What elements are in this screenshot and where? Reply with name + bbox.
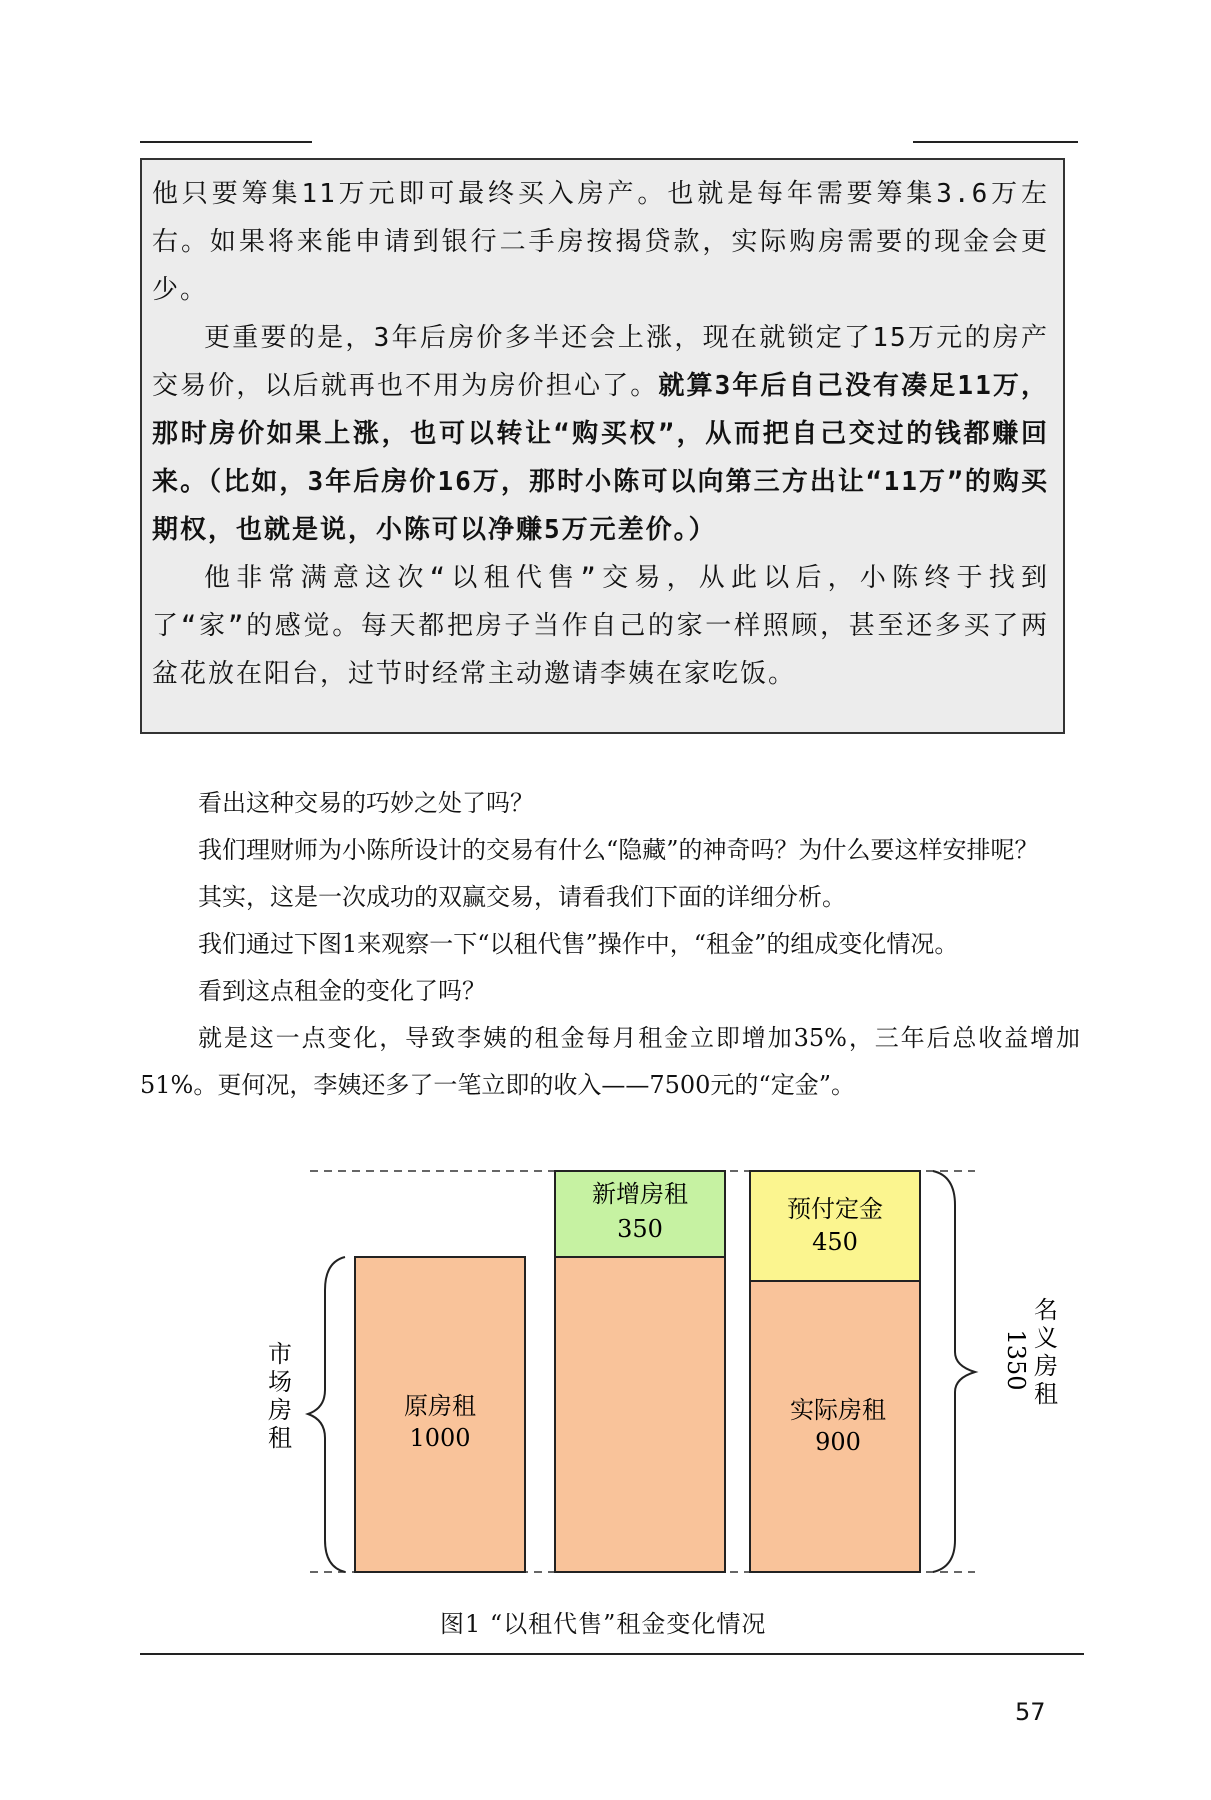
body-paragraph-6: 就是这一点变化，导致李姨的租金每月租金立即增加35%，三年后总收益增加51%。更何况，李姨还多了一笔立即的收入——7500元的“定金”。 <box>140 1024 1080 1099</box>
right-label-ch2: 义 <box>1034 1324 1058 1352</box>
footer-rule <box>140 1653 1084 1655</box>
box-paragraph-2-bold: 就算3年后自己没有凑足11万，那时房价如果上涨，也可以转让“购买权”，从而把自己交过的钱都赚回来。（比如，3年后房价16万，那时小陈可以向第三方出让“11万”的购买期权，也就是说，小陈可以净赚5万元差价。） <box>152 371 1049 545</box>
left-label-ch2: 场 <box>268 1368 292 1396</box>
bar2-top-value: 350 <box>617 1215 663 1243</box>
body-paragraph-1: 看出这种交易的巧妙之处了吗？ <box>198 789 534 817</box>
body-paragraph-2: 我们理财师为小陈所设计的交易有什么“隐藏”的神奇吗？为什么要这样安排呢？ <box>198 836 1039 864</box>
body-paragraph-4: 我们通过下图1来观察一下“以租代售”操作中，“租金”的组成变化情况。 <box>198 930 959 958</box>
bar3-bottom-value: 900 <box>815 1428 861 1456</box>
bar2-top-label: 新增房租 <box>592 1180 688 1208</box>
right-brace <box>933 1171 975 1572</box>
left-brace <box>308 1257 345 1572</box>
box-paragraph-3: 他非常满意这次“以租代售”交易，从此以后，小陈终于找到了“家”的感觉。每天都把房子当作自己的家一样照顾，甚至还多买了两盆花放在阳台，过节时经常主动邀请李姨在家吃饭。 <box>152 563 1049 689</box>
bar-prepaid-deposit <box>750 1171 920 1281</box>
figure-caption: 图1 “以租代售”租金变化情况 <box>440 1610 767 1638</box>
box-paragraph-1: 他只要筹集11万元即可最终买入房产。也就是每年需要筹集3.6万左右。如果将来能申请到银行二手房按揭贷款，实际购房需要的现金会更少。 <box>152 179 1049 305</box>
box-paragraph-2-normal: 更重要的是，3年后房价多半还会上涨，现在就锁定了15万元的房产交易价，以后就再也不用为房价担心了。 <box>152 323 1049 401</box>
page-number: 57 <box>1015 1698 1046 1726</box>
bar1-value: 1000 <box>409 1424 471 1452</box>
right-value: 1350 <box>1002 1329 1030 1391</box>
bar3-top-label: 预付定金 <box>787 1195 883 1223</box>
bar3-top-value: 450 <box>812 1228 858 1256</box>
left-label-ch1: 市 <box>268 1340 292 1368</box>
left-label-ch3: 房 <box>268 1396 292 1424</box>
right-label-ch3: 房 <box>1034 1352 1058 1380</box>
body-paragraph-5: 看到这点租金的变化了吗？ <box>198 977 486 1005</box>
bar-actual-rent <box>750 1281 920 1572</box>
right-label-ch4: 租 <box>1034 1380 1058 1408</box>
right-label-ch1: 名 <box>1034 1296 1058 1324</box>
left-label-ch4: 租 <box>268 1424 292 1452</box>
bar-base-rent <box>555 1257 725 1572</box>
bar3-bottom-label: 实际房租 <box>790 1396 886 1424</box>
bar1-label: 原房租 <box>404 1392 476 1420</box>
body-paragraph-3: 其实，这是一次成功的双赢交易，请看我们下面的详细分析。 <box>198 883 846 911</box>
